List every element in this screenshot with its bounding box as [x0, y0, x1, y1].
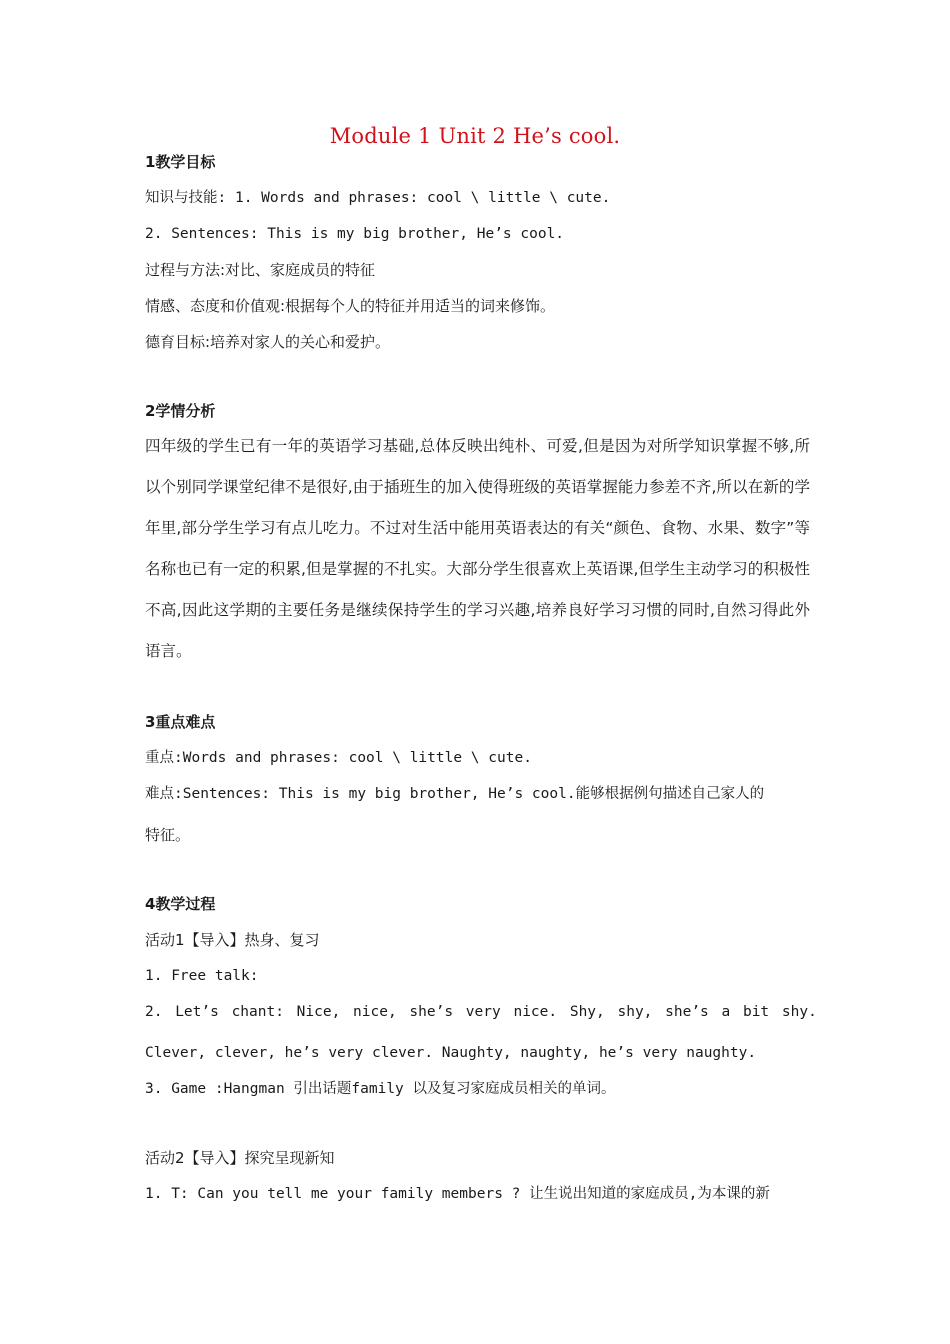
analysis-paragraph: 四年级的学生已有一年的英语学习基础,总体反映出纯朴、可爱,但是因为对所学知识掌握不够,所以个别同学课堂纪律不是很好,由于插班生的加入使得班级的英语掌握能力参差不齐,所以在新的学年里,部分学生学习有点儿吃力。不过对生活中能用英语表达的有关“颜色、食物、水果、数字”等名称也已有一定的积累,但是掌握的不扎实。大部分学生很喜欢上英语课,但学生主动学习的积极性不高,因此这学期的主要任务是继续保持学生的学习兴趣,培养良好学习习惯的同时,自然习得此外语言。	[145, 437, 810, 660]
difficulty-line-continued: 特征。	[145, 826, 191, 844]
activity-1-step-3: 3. Game :Hangman 引出话题family 以及复习家庭成员相关的单词。	[145, 1081, 616, 1097]
difficulty-line: 难点:Sentences: This is my big brother, He’s cool.能够根据例句描述自己家人的	[145, 786, 765, 802]
key-point-line: 重点:Words and phrases: cool \ little \ cute.	[145, 750, 532, 766]
objective-process: 过程与方法:对比、家庭成员的特征	[145, 261, 376, 279]
objective-sentences: 2. Sentences: This is my big brother, He’s cool.	[145, 226, 565, 242]
objective-moral: 德育目标:培养对家人的关心和爱护。	[145, 333, 391, 351]
document-title: Module 1 Unit 2 He’s cool.	[329, 124, 621, 148]
activity-2-step-1: 1. T: Can you tell me your family members ? 让生说出知道的家庭成员,为本课的新	[145, 1186, 770, 1202]
objective-knowledge: 知识与技能: 1. Words and phrases: cool \ little \ cute.	[145, 190, 611, 206]
activity-1-step-2: 2. Let’s chant: Nice, nice, she’s very nice. Shy, shy, she’s a bit shy.	[145, 1004, 817, 1020]
section-heading-process: 4教学过程	[145, 895, 216, 913]
section-heading-analysis: 2学情分析	[145, 402, 216, 420]
activity-1-step-1: 1. Free talk:	[145, 968, 259, 984]
activity-1-step-2-continued: Clever, clever, he’s very clever. Naughty, naughty, he’s very naughty.	[145, 1045, 757, 1061]
activity-2-title: 活动2【导入】探究呈现新知	[145, 1149, 335, 1167]
section-heading-objectives: 1教学目标	[145, 153, 216, 171]
activity-1-title: 活动1【导入】热身、复习	[145, 931, 320, 949]
section-heading-key-points: 3重点难点	[145, 713, 216, 731]
objective-emotion: 情感、态度和价值观:根据每个人的特征并用适当的词来修饰。	[145, 297, 556, 315]
